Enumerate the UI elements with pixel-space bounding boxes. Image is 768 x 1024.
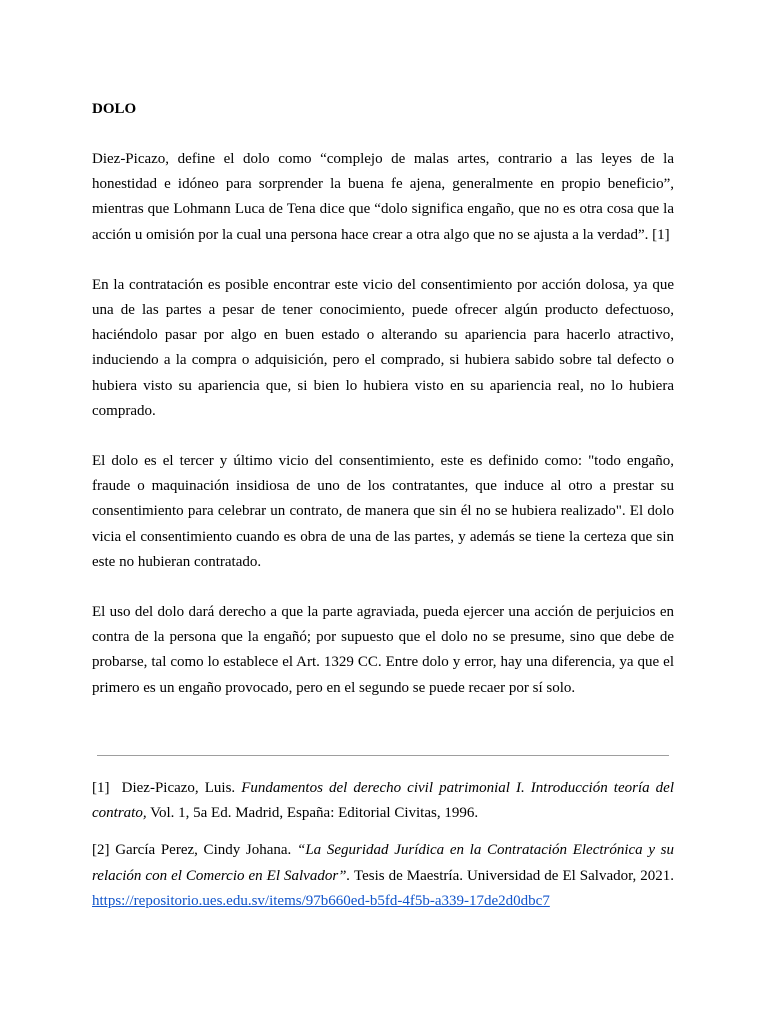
footnote-details: Vol. 1, 5a Ed. Madrid, España: Editorial Civitas, 1996. [150, 805, 479, 822]
paragraph-3: El dolo es el tercer y último vicio del consentimiento, este es definido como: "todo engaño, fraude o maquinación insidiosa de uno de los contratantes, que induce al otro a prestar su consentimiento para celebrar un contrato, de manera que sin él no se hubiera realizado". El dolo vicia el consentimiento cuando es obra de una de las partes, y además se tiene la certeza que sin este no hubieran contratado. [92, 453, 674, 570]
footnote-work-title: Fundamentos del derecho civil patrimonial I. Introducción teoría del contrato, [92, 780, 675, 822]
paragraph-1: Diez-Picazo, define el dolo como “complejo de malas artes, contrario a las leyes de la honestidad e idóneo para sorprender la buena fe ajena, generalmente en propio beneficio”, mientras que Lohmann Luca de Tena dice que “dolo significa engaño, que no es otra cosa que la acción u omisión por la cual una persona hace crear a otra algo que no se ajusta a la verdad”. [1] [92, 151, 674, 243]
footnote-link[interactable]: https://repositorio.ues.edu.sv/items/97b660ed-b5fd-4f5b-a339-17de2d0dbc7 [92, 892, 550, 909]
document-body [92, 97, 674, 726]
footnote-divider [97, 755, 669, 756]
footnote-1 [92, 776, 674, 826]
footnote-author: Diez-Picazo, Luis. [121, 780, 236, 796]
footnote-marker: [2] [92, 842, 110, 859]
footnote-author: García Perez, Cindy Johana. [115, 842, 292, 859]
footnote-work-title: “La Seguridad Jurídica en la Contratación Electrónica y su relación con el Comercio en El Salvador”. [92, 842, 675, 884]
footnotes-section [92, 776, 674, 926]
paragraph-4: El uso del dolo dará derecho a que la parte agraviada, pueda ejercer una acción de perjuicios en contra de la persona que la engañó; por supuesto que el dolo no se presume, sino que debe de probarse, tal como lo establece el Art. 1329 CC. Entre dolo y error, hay una diferencia, ya que el primero es un engaño provocado, pero en el segundo se puede recaer por sí solo. [92, 604, 674, 696]
footnote-2 [92, 838, 674, 914]
paragraph-2: En la contratación es posible encontrar este vicio del consentimiento por acción dolosa, ya que una de las partes a pesar de tener conocimiento, puede ofrecer algún producto defectuoso, haciéndolo pasar por algo en buen estado o alterando su apariencia para hacerlo atractivo, induciendo a la compra o adquisición, pero el comprado, si hubiera sabido sobre tal defecto o hubiera visto su apariencia que, si bien lo hubiera visto en su apariencia real, no lo hubiera comprado. [92, 276, 674, 419]
footnote-marker: [1] [92, 780, 110, 796]
document-title: DOLO [92, 101, 137, 117]
footnote-details: Tesis de Maestría. Universidad de El Salvador, 2021. [353, 867, 674, 884]
